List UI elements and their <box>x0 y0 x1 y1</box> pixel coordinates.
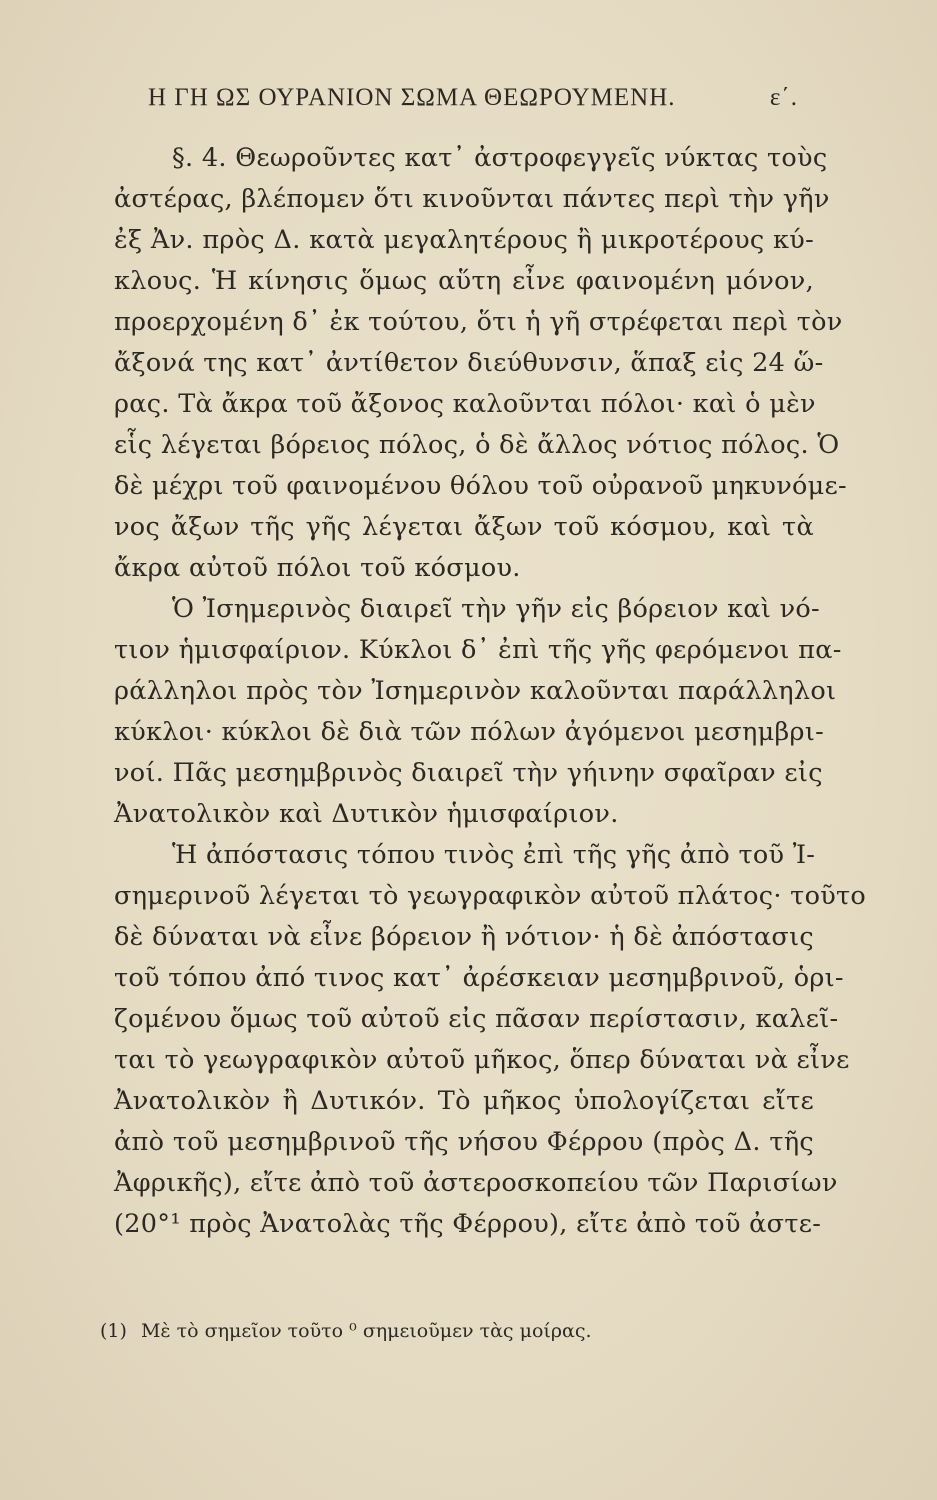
text-line: (20°¹ πρὸς Ἀνατολὰς τῆς Φέρρου), εἴτε ἀπὸ τοῦ ἀστε- <box>114 1209 822 1239</box>
text-line: ἀπὸ τοῦ μεσημβρινοῦ τῆς νήσου Φέρρου (πρὸς Δ. τῆς <box>114 1127 814 1157</box>
text-line: τιον ἡμισφαίριον. Κύκλοι δ᾽ ἐπὶ τῆς γῆς φερόμενοι πα- <box>114 635 842 665</box>
text-line: Ἀνατολικὸν καὶ Δυτικὸν ἡμισφαίριον. <box>114 799 619 829</box>
text-line: κύκλοι· κύκλοι δὲ διὰ τῶν πόλων ἀγόμενοι μεσημβρι- <box>114 717 825 747</box>
page-header <box>148 84 798 118</box>
footnote <box>100 1320 800 1342</box>
text-line: ἐξ Ἀν. πρὸς Δ. κατὰ μεγαλητέρους ἢ μικροτέρους κύ- <box>114 225 814 255</box>
text-line: Ἀνατολικὸν ἢ Δυτικόν. Τὸ μῆκος ὑπολογίζεται εἴτε <box>114 1086 814 1116</box>
text-line: δὲ δύναται νὰ εἶνε βόρειον ἢ νότιον· ἡ δὲ ἀπόστασις <box>114 922 814 952</box>
text-line: ἄξονά της κατ᾽ ἀντίθετον διεύθυνσιν, ἅπαξ εἰς 24 ὥ- <box>114 348 824 378</box>
page-number: ε΄. <box>769 84 798 111</box>
text-line: Ἡ ἀπόστασις τόπου τινὸς ἐπὶ τῆς γῆς ἀπὸ τοῦ Ἰ- <box>172 840 816 870</box>
text-line: ρας. Τὰ ἄκρα τοῦ ἄξονος καλοῦνται πόλοι· καὶ ὁ μὲν <box>114 389 816 419</box>
text-line: δὲ μέχρι τοῦ φαινομένου θόλου τοῦ οὐρανοῦ μηκυνόμε- <box>114 471 847 501</box>
text-line: ται τὸ γεωγραφικὸν αὐτοῦ μῆκος, ὅπερ δύναται νὰ εἶνε <box>114 1045 850 1075</box>
running-title: Η ΓΗ ΩΣ ΟΥΡΑΝΙΟΝ ΣΩΜΑ ΘΕΩΡΟΥΜΕΝΗ. <box>148 84 676 111</box>
text-line: Ἀφρικῆς), εἴτε ἀπὸ τοῦ ἀστεροσκοπείου τῶν Παρισίων <box>114 1168 838 1198</box>
text-line: νος ἄξων τῆς γῆς λέγεται ἄξων τοῦ κόσμου, καὶ τὰ <box>114 512 814 542</box>
text-line: ἀστέρας, βλέπομεν ὅτι κινοῦνται πάντες περὶ τὴν γῆν <box>114 184 830 214</box>
text-line: σημερινοῦ λέγεται τὸ γεωγραφικὸν αὐτοῦ πλάτος· τοῦτο <box>114 881 867 911</box>
text-line: ζομένου ὅμως τοῦ αὐτοῦ εἰς πᾶσαν περίστασιν, καλεῖ- <box>114 1004 839 1034</box>
text-line: §. 4. Θεωροῦντες κατ᾽ ἀστροφεγγεῖς νύκτας τοὺς <box>172 143 828 173</box>
text-line: Ὁ Ἰσημερινὸς διαιρεῖ τὴν γῆν εἰς βόρειον καὶ νό- <box>172 594 820 624</box>
text-line: ράλληλοι πρὸς τὸν Ἰσημερινὸν καλοῦνται παράλληλοι <box>114 676 837 706</box>
text-line: κλους. Ἡ κίνησις ὅμως αὕτη εἶνε φαινομένη μόνον, <box>114 266 814 296</box>
text-line: ἄκρα αὐτοῦ πόλοι τοῦ κόσμου. <box>114 553 521 583</box>
footnote-mark: (1) <box>100 1320 127 1342</box>
text-line: εἷς λέγεται βόρειος πόλος, ὁ δὲ ἄλλος νότιος πόλος. Ὁ <box>114 430 840 460</box>
text-line: προερχομένη δ᾽ ἐκ τούτου, ὅτι ἡ γῆ στρέφεται περὶ τὸν <box>114 307 843 337</box>
text-line: νοί. Πᾶς μεσημβρινὸς διαιρεῖ τὴν γήινην σφαῖραν εἰς <box>114 758 823 788</box>
footnote-text: Μὲ τὸ σημεῖον τοῦτο ⁰ σημειοῦμεν τὰς μοίρας. <box>140 1320 592 1342</box>
text-line: τοῦ τόπου ἀπό τινος κατ᾽ ἀρέσκειαν μεσημβρινοῦ, ὁρι- <box>114 963 844 993</box>
